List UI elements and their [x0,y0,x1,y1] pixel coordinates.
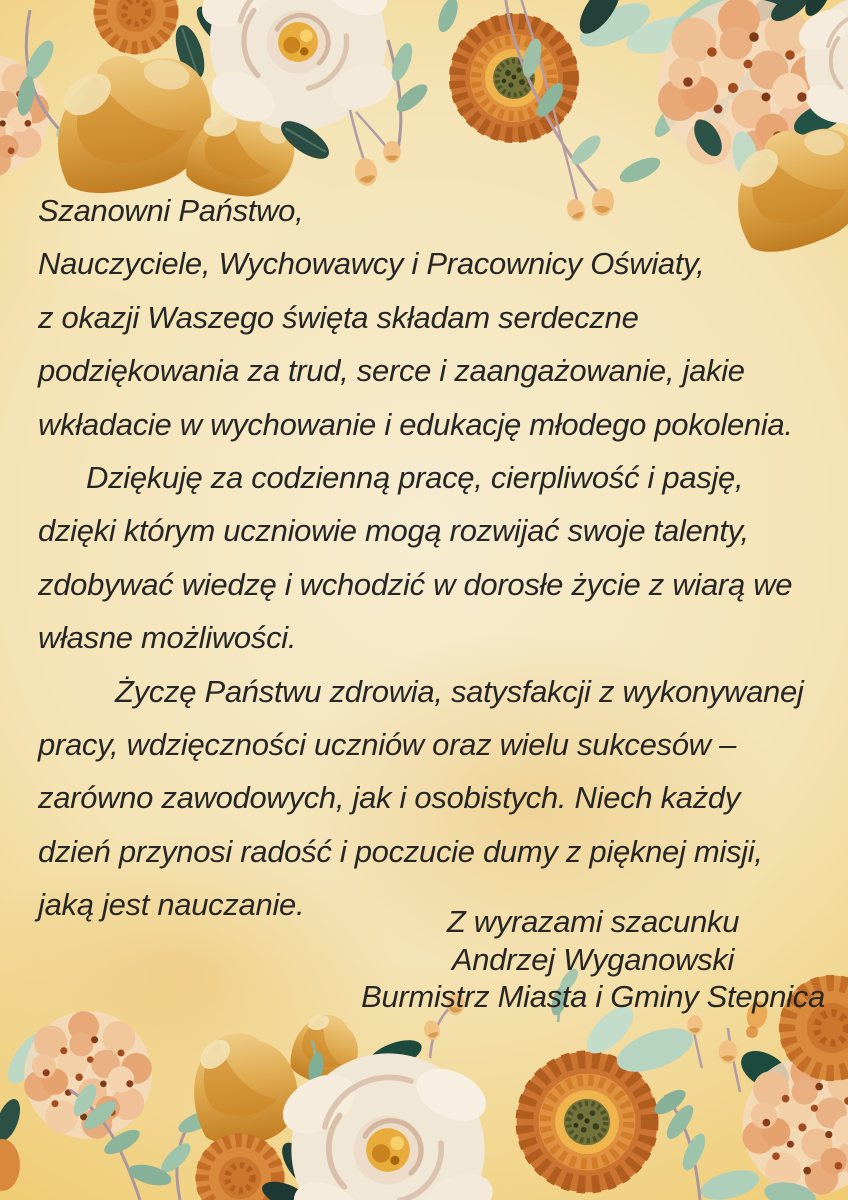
letter-line: Nauczyciele, Wychowawcy i Pracownicy Oświaty, [38,246,705,282]
letter-line: wkładacie w wychowanie i edukację młodego pokolenia. [38,406,793,442]
letter-line: dzień przynosi radość i poczucie dumy z pięknej misji, [38,833,763,869]
letter-line: Dziękuję za codzienną pracę, cierpliwość i pasję, [86,460,744,496]
letter-line: zdobywać wiedzę i wchodzić w dorosłe życie z wiarą we [38,566,793,602]
signature-name: Andrzej Wyganowski [451,941,735,977]
signature-block [360,903,826,1016]
letter-line: dzięki którym uczniowie mogą rozwijać swoje talenty, [38,513,749,549]
signature-closing: Z wyrazami szacunku [446,904,740,939]
letter-line: jaką jest nauczanie. [38,887,305,923]
letter-line: podziękowania za trud, serce i zaangażowanie, jakie [38,353,745,389]
hanging-buds-top-left [350,110,401,188]
letter-line: pracy, wdzięczności uczniów oraz wielu sukcesów – [38,727,737,763]
letter-line: z okazji Waszego święta składam serdeczne [38,299,639,335]
sage-sprig-bottom-right [651,1085,710,1200]
letter-line: własne możliwości. [38,620,297,656]
bud-stems-bottom-right [687,1015,740,1092]
letter-line: Szanowni Państwo, [38,193,304,228]
letter-line: zarówno zawodowych, jak i osobistych. Niech każdy [38,780,741,816]
signature-title: Burmistrz Miasta i Gminy Stepnica [361,979,825,1015]
chrysanthemum-top-left [94,0,178,54]
letter-body [38,184,838,932]
cream-rose-top-left [193,0,400,132]
letter-line: Życzę Państwu zdrowia, satysfakcji z wykonywanej [115,673,804,709]
